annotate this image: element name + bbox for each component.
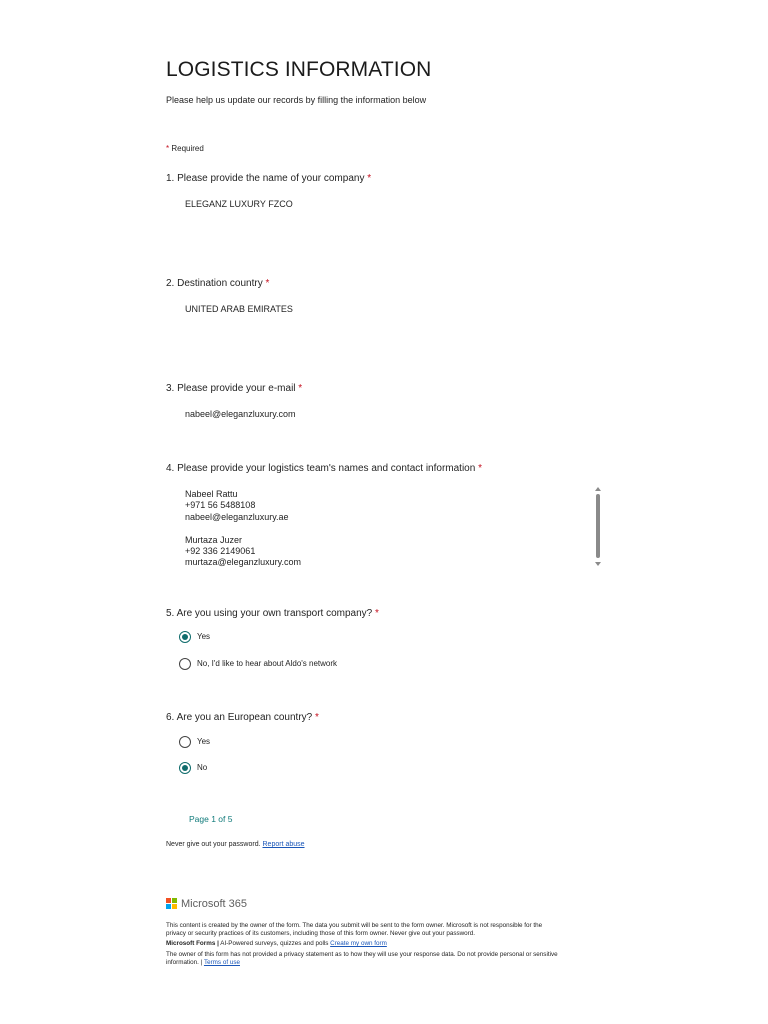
- privacy-line-2: information. | Terms of use: [166, 959, 240, 966]
- report-abuse-link[interactable]: Report abuse: [262, 841, 305, 848]
- radio-unselected-icon[interactable]: [179, 736, 191, 748]
- scroll-down-icon[interactable]: [595, 562, 601, 566]
- question-3-label: 3. Please provide your e-mail *: [166, 383, 303, 394]
- question-1-label: 1. Please provide the name of your company *: [166, 173, 372, 184]
- question-4-textarea[interactable]: [185, 489, 590, 569]
- contact-line: nabeel@eleganzluxury.ae: [185, 511, 289, 522]
- page-indicator: Page 1 of 5: [189, 814, 233, 824]
- scroll-up-icon[interactable]: [595, 487, 601, 491]
- forms-brand: Microsoft Forms |: [166, 940, 219, 947]
- option-european-yes[interactable]: Yes: [197, 737, 211, 746]
- contact-line: Murtaza Juzer: [185, 534, 243, 545]
- create-form-link[interactable]: Create my own form: [330, 940, 387, 947]
- microsoft-365-brand: Microsoft 365: [181, 898, 248, 910]
- question-2-answer[interactable]: UNITED ARAB EMIRATES: [185, 304, 293, 314]
- question-4-label: 4. Please provide your logistics team's names and contact information *: [166, 463, 482, 474]
- textarea-scrollbar[interactable]: [594, 487, 602, 567]
- radio-selected-icon[interactable]: [179, 762, 191, 774]
- option-european-no[interactable]: No: [197, 763, 208, 772]
- disclaimer-line-2: privacy or security practices of its customers, including those of this form owner. Never give out your password.: [166, 930, 476, 937]
- disclaimer-line-1: This content is created by the owner of the form. The data you submit will be sent to the form owner. Microsoft is not responsible for the: [166, 922, 543, 929]
- question-3-answer[interactable]: nabeel@eleganzluxury.com: [185, 409, 296, 419]
- required-star: *: [166, 144, 170, 153]
- contact-line: +92 336 2149061: [185, 545, 256, 556]
- form-title: LOGISTICS INFORMATION: [166, 58, 432, 81]
- password-note: Never give out your password. Report abuse: [166, 841, 305, 848]
- contact-line: Nabeel Rattu: [185, 489, 238, 499]
- radio-unselected-icon[interactable]: [179, 658, 191, 670]
- option-own-transport-no[interactable]: No, I'd like to hear about Aldo's network: [197, 659, 338, 668]
- microsoft-logo-icon: [166, 898, 177, 909]
- option-own-transport-yes[interactable]: Yes: [197, 632, 211, 641]
- scroll-thumb[interactable]: [596, 494, 600, 558]
- forms-promo: Microsoft Forms | AI-Powered surveys, quizzes and polls Create my own form: [166, 940, 387, 947]
- question-5-label: 5. Are you using your own transport company? *: [166, 608, 379, 619]
- question-1-answer[interactable]: ELEGANZ LUXURY FZCO: [185, 199, 293, 209]
- terms-of-use-link[interactable]: Terms of use: [203, 959, 240, 966]
- contact-line: +971 56 5488108: [185, 500, 256, 511]
- required-note-text: Required: [171, 144, 204, 153]
- contact-line: [185, 523, 590, 534]
- form-subtitle: Please help us update our records by filling the information below: [166, 95, 427, 105]
- question-2-label: 2. Destination country *: [166, 278, 270, 289]
- contact-line: murtaza@eleganzluxury.com: [185, 557, 302, 568]
- required-note: [166, 144, 204, 153]
- radio-selected-icon[interactable]: [179, 631, 191, 643]
- privacy-line-1: The owner of this form has not provided a privacy statement as to how they will use your response data. Do not provide personal or sensitive: [166, 951, 558, 958]
- question-6-label: 6. Are you an European country? *: [166, 712, 319, 723]
